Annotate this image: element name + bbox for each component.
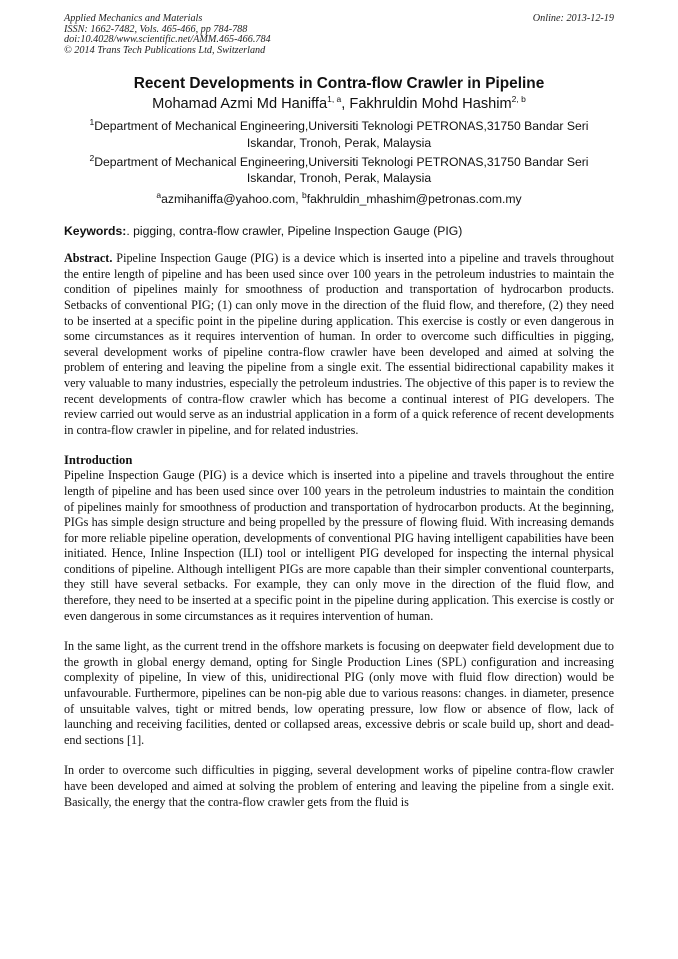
abstract-text: Pipeline Inspection Gauge (PIG) is a device which is inserted into a pipeline and travels throughout the entire length of pipeline and has been used since over 100 years in the petroleum industries to maintain the condition of pipelines mainly for smoothness of production and transportation of hydrocarbon products. Setbacks of conventional PIG; (1) can only move in the direction of the fluid flow, and therefore, (2) they need to be inserted at a specific point in the pipeline during application. This exercise is costly or even dangerous in some circumstances as it requires intervention of human. In order to overcome such difficulties in pigging, several development works of pipeline contra-flow crawler have been developed and aimed at solving the problem of entering and leaving the pipeline from a single exit. The essential bidirectional capability makes it very valuable to many industries, especially the petroleum industries. The objective of this paper is to review the recent developments of contra-flow crawler which has become a continual interest of PIG developers. The review carried out would serve as an industrial application in a form of a quick reference of recent developments in contra-flow crawler in pipeline, and for related industries. — [64, 251, 614, 437]
body-paragraph: In order to overcome such difficulties in pigging, several development works of pipeline contra-flow crawler have been developed and aimed at solving the problem of entering and leaving the pipeline from a single exit. Basically, the energy that the contra-flow crawler gets from the fluid is — [64, 763, 614, 809]
journal-name: Applied Mechanics and Materials — [64, 13, 203, 24]
journal-header — [64, 14, 614, 56]
affiliation — [64, 154, 614, 186]
author-name: Fakhruldin Mohd Hashim — [349, 96, 512, 113]
keywords-line — [64, 223, 614, 239]
abstract-label: Abstract. — [64, 251, 113, 266]
author-separator: , — [341, 96, 350, 113]
email-address: fakhruldin_mhashim@petronas.com.my — [306, 192, 522, 207]
doi-line: doi:10.4028/www.scientific.net/AMM.465-466.784 — [64, 34, 271, 46]
body-paragraph: Pipeline Inspection Gauge (PIG) is a device which is inserted into a pipeline and travels throughout the entire length of pipeline and has been used since over 100 years in the petroleum industries to maintain the condition of pipelines mainly for smoothness of production and transportation of hydrocarbon products. At the beginning, PIGs has simple design structure and being propelled by the pressure of flowing fluid. With increasing demands for more reliable pipeline operation, developments of conventional PIG having intelligent capabilities have been initiated. Hence, Inline Inspection (ILI) tool or intelligent PIG developed for inspecting the internal physical conditions of pipeline. Although intelligent PIGs are more capable than their simpler conventional counterparts, they still have several setbacks. For example, they can only move in the direction of the fluid flow, and therefore, they need to be inserted at a specific point in the pipeline during application. This exercise is costly or even dangerous in some circumstances as it requires intervention of human. — [64, 468, 614, 623]
affiliation — [64, 118, 614, 150]
author-emails — [64, 191, 614, 207]
copyright-line: © 2014 Trans Tech Publications Ltd, Switzerland — [64, 44, 266, 56]
affiliation-text: Department of Mechanical Engineering,Universiti Teknologi PETRONAS,31750 Bandar Seri Iskandar, Tronoh, Perak, Malaysia — [94, 119, 589, 150]
email-address: azmihaniffa@yahoo.com, — [161, 192, 302, 207]
keywords-label: Keywords: — [64, 224, 127, 239]
email-superscript: a — [156, 190, 162, 201]
affiliation-superscript: 2 — [89, 152, 95, 163]
issn-line: ISSN: 1662-7482, Vols. 465-466, pp 784-788 — [64, 23, 248, 35]
affiliation-text: Department of Mechanical Engineering,Universiti Teknologi PETRONAS,31750 Bandar Seri Iskandar, Tronoh, Perak, Malaysia — [94, 154, 589, 185]
online-date: Online: 2013-12-19 — [532, 13, 614, 24]
body-paragraph: In the same light, as the current trend in the offshore markets is focusing on deepwater field development due to the growth in global energy demand, opting for Single Production Lines (SPL) configuration and increasing complexity of pipeline, In view of this, unidirectional PIG (only move with fluid flow direction) would be unfavourable. Furthermore, pipelines can be non-pig able due to various reasons: changes. in diameter, presence of unsuitable valves, tight or mitred bends, low operating pressure, low flow or absence of flow, lack of launching and receiving facilities, dented or collapsed areas, excessive debris or scale build up, short and dead-end sections [1]. — [64, 639, 614, 747]
author-list — [64, 95, 614, 114]
abstract-paragraph — [64, 251, 614, 438]
author-superscript: 1, a — [327, 94, 342, 105]
author-superscript: 2, b — [511, 94, 526, 105]
keywords-text: . pigging, contra-flow crawler, Pipeline Inspection Gauge (PIG) — [126, 224, 463, 239]
section-heading-introduction: Introduction — [64, 453, 133, 468]
author-name: Mohamad Azmi Md Haniffa — [152, 96, 328, 113]
affiliation-superscript: 1 — [89, 117, 95, 128]
email-superscript: b — [301, 190, 307, 201]
paper-title: Recent Developments in Contra-flow Crawler in Pipeline — [133, 75, 545, 93]
